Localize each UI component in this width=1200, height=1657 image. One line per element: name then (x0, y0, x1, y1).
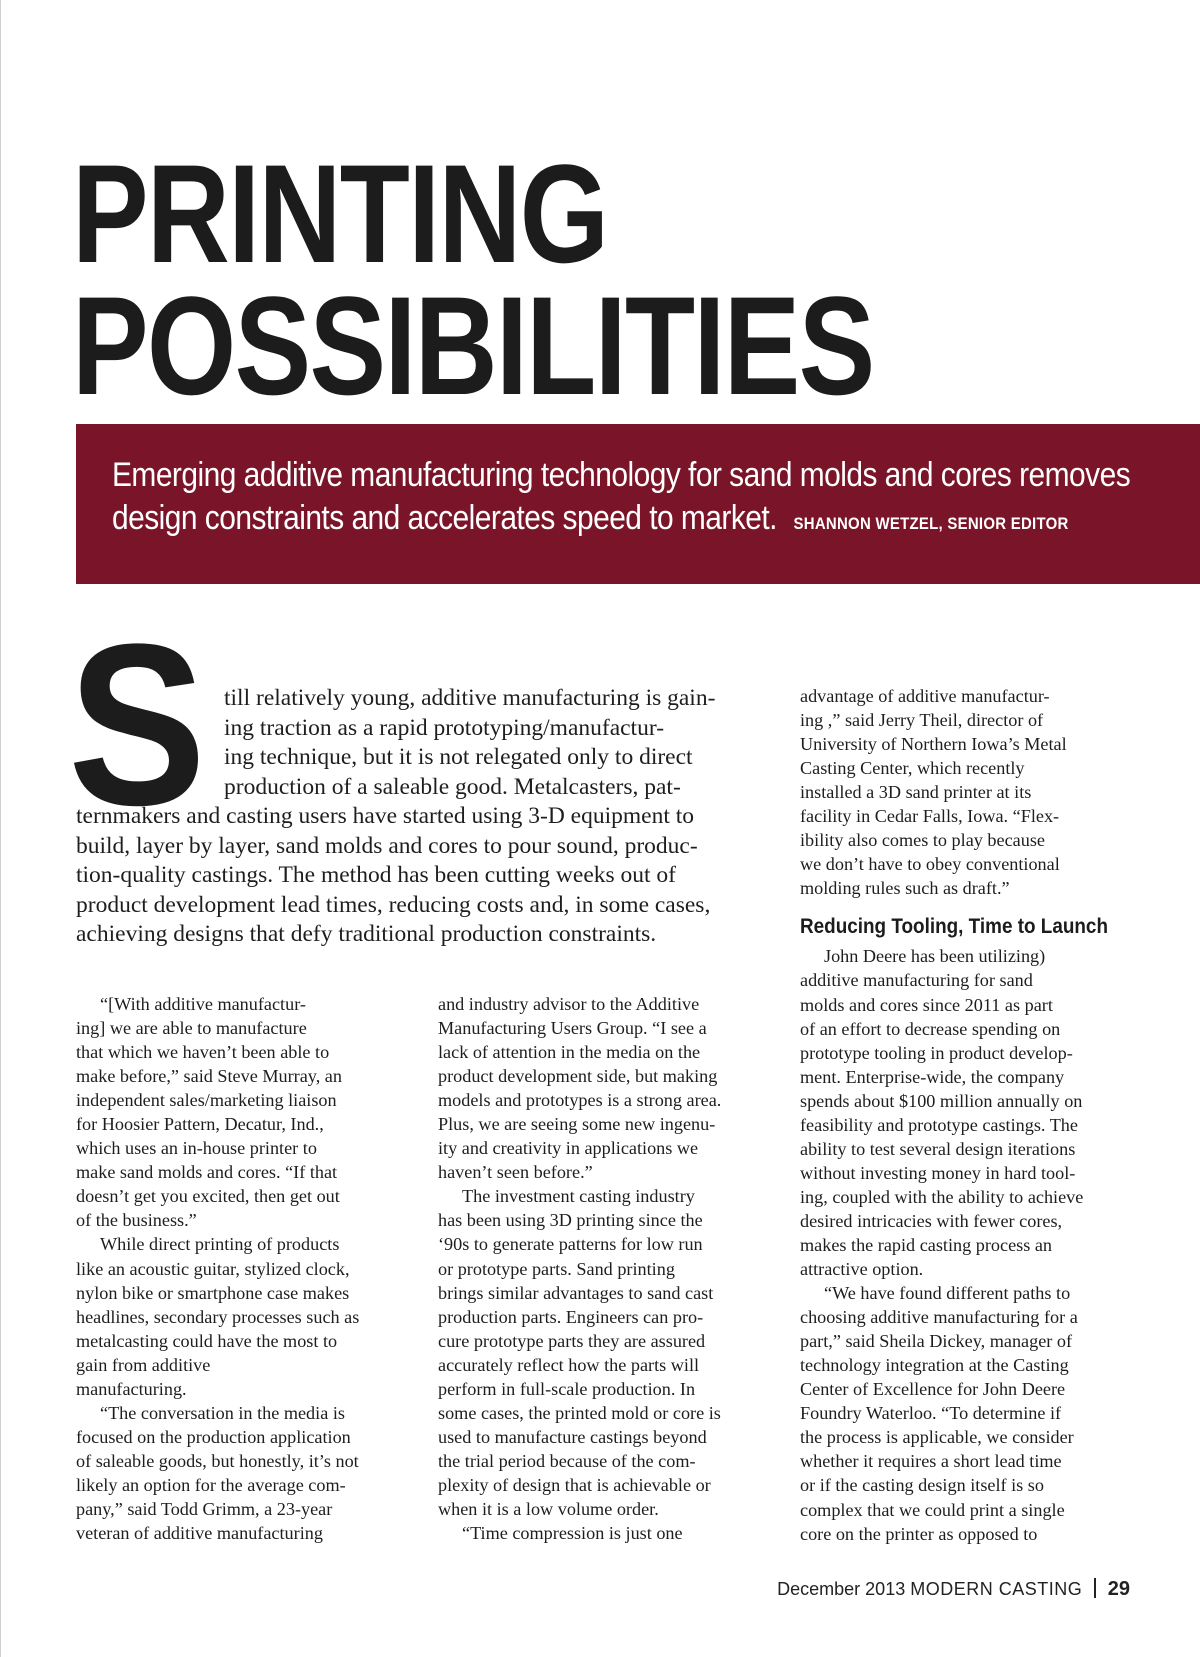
body-line: of an effort to decrease spending on (800, 1018, 1061, 1039)
body-line: Center of Excellence for John Deere (800, 1379, 1066, 1400)
body-line: the process is applicable, we consider (800, 1427, 1074, 1448)
lead-line: production of a saleable good. Metalcasters, pat- (224, 773, 681, 800)
lead-line: product development lead times, reducing costs and, in some cases, (76, 891, 711, 918)
section-subhead: Reducing Tooling, Time to Launch (800, 915, 1108, 939)
lead-line: ing technique, but it is not relegated only to direct (224, 744, 693, 770)
body-line: The investment casting industry (462, 1186, 695, 1207)
page-edge-divider (0, 0, 1, 1657)
body-line: Casting Center, which recently (800, 758, 1025, 779)
body-line: “The conversation in the media is (100, 1402, 345, 1423)
body-line: headlines, secondary processes such as (76, 1306, 360, 1327)
body-line: we don’t have to obey conventional (800, 854, 1060, 875)
body-line: spends about $100 million annually on (800, 1090, 1083, 1111)
body-line: ibility also comes to play because (800, 830, 1045, 851)
body-line: without investing money in hard tool- (800, 1162, 1076, 1183)
body-line: ing] we are able to manufacture (76, 1018, 307, 1039)
body-line: of the business.” (76, 1210, 197, 1231)
body-line: some cases, the printed mold or core is (438, 1402, 721, 1423)
body-line: pany,” said Todd Grimm, a 23-year (76, 1498, 333, 1519)
body-line: make sand molds and cores. “If that (76, 1162, 338, 1183)
body-line: core on the printer as opposed to (800, 1523, 1038, 1544)
body-line: product development side, but making (438, 1066, 718, 1087)
body-line: or if the casting design itself is so (800, 1475, 1044, 1496)
body-line: technology integration at the Casting (800, 1355, 1069, 1376)
body-line: “[With additive manufactur- (100, 994, 306, 1014)
footer-magazine-name: MODERN CASTING (910, 1579, 1083, 1599)
body-line: choosing additive manufacturing for a (800, 1307, 1078, 1328)
body-line: While direct printing of products (100, 1234, 340, 1255)
body-column-1 (76, 992, 406, 1545)
body-line: production parts. Engineers can pro- (438, 1306, 704, 1327)
body-line: ability to test several design iterations (800, 1138, 1076, 1159)
body-line: feasibility and prototype castings. The (800, 1114, 1078, 1135)
body-line: plexity of design that is achievable or (438, 1474, 711, 1495)
body-line: John Deere has been utilizing) (824, 946, 1046, 967)
headline-line-1: PRINTING (72, 135, 608, 292)
body-line: complex that we could print a single (800, 1499, 1065, 1520)
body-line: accurately reflect how the parts will (438, 1354, 700, 1375)
body-line: that which we haven’t been able to (76, 1042, 330, 1063)
body-line: ing, coupled with the ability to achieve (800, 1186, 1084, 1207)
lead-paragraph (76, 684, 756, 950)
body-line: perform in full-scale production. In (438, 1378, 696, 1399)
article-headline (72, 135, 958, 424)
body-line: or prototype parts. Sand printing (438, 1258, 675, 1279)
body-line: ‘90s to generate patterns for low run (438, 1234, 703, 1255)
body-line: Manufacturing Users Group. “I see a (438, 1018, 707, 1039)
body-column-3 (800, 684, 1130, 1546)
body-line: makes the rapid casting process an (800, 1234, 1053, 1255)
page-footer (777, 1578, 1130, 1601)
body-line: “Time compression is just one (462, 1523, 683, 1544)
body-line: facility in Cedar Falls, Iowa. “Flex- (800, 806, 1060, 827)
body-line: University of Northern Iowa’s Metal (800, 734, 1067, 755)
lead-line: tion-quality castings. The method has been cutting weeks out of (76, 862, 676, 888)
body-line: used to manufacture castings beyond (438, 1426, 707, 1447)
body-line: additive manufacturing for sand (800, 970, 1033, 991)
lead-line: ing traction as a rapid prototyping/manufactur- (224, 714, 665, 741)
lead-line: ternmakers and casting users have started using 3-D equipment to (76, 803, 695, 829)
body-line: ment. Enterprise-wide, the company (800, 1066, 1065, 1087)
body-line: gain from additive (76, 1354, 211, 1375)
body-line: make before,” said Steve Murray, an (76, 1066, 342, 1087)
body-line: nylon bike or smartphone case makes (76, 1282, 350, 1303)
body-line: manufacturing. (76, 1378, 187, 1399)
article-deck-banner (76, 424, 1200, 584)
headline-line-2: POSSIBILITIES (72, 267, 874, 424)
lead-line: till relatively young, additive manufacturing is gain- (224, 685, 716, 711)
footer-separator (1094, 1578, 1096, 1598)
body-line: ity and creativity in applications we (438, 1138, 699, 1159)
lead-line: build, layer by layer, sand molds and cores to pour sound, produc- (76, 832, 698, 859)
body-line: like an acoustic guitar, stylized clock, (76, 1258, 350, 1279)
footer-issue-date: December 2013 (777, 1579, 906, 1599)
body-line: focused on the production application (76, 1426, 351, 1447)
body-line: lack of attention in the media on the (438, 1042, 701, 1063)
body-line: metalcasting could have the most to (76, 1330, 338, 1351)
body-line: doesn’t get you excited, then get out (76, 1186, 340, 1207)
body-line: veteran of additive manufacturing (76, 1523, 323, 1544)
body-line: molds and cores since 2011 as part (800, 994, 1053, 1015)
body-line: installed a 3D sand printer at its (800, 782, 1032, 803)
body-line: and industry advisor to the Additive (438, 994, 700, 1014)
deck-text: Emerging additive manufacturing technology for sand molds and cores removes design constraints and accelerates speed to market. (112, 456, 1131, 537)
body-line: prototype tooling in product develop- (800, 1042, 1073, 1063)
body-line: part,” said Sheila Dickey, manager of (800, 1331, 1073, 1352)
body-line: Foundry Waterloo. “To determine if (800, 1403, 1062, 1424)
body-line: Plus, we are seeing some new ingenu- (438, 1114, 716, 1135)
body-line: brings similar advantages to sand cast (438, 1282, 714, 1303)
lead-line: achieving designs that defy traditional production constraints. (76, 921, 657, 947)
body-line: ing ,” said Jerry Theil, director of (800, 710, 1044, 731)
body-line: for Hoosier Pattern, Decatur, Ind., (76, 1114, 324, 1135)
body-line: likely an option for the average com- (76, 1474, 346, 1495)
body-line: cure prototype parts they are assured (438, 1330, 706, 1351)
body-line: desired intricacies with fewer cores, (800, 1210, 1063, 1231)
body-line: when it is a low volume order. (438, 1498, 659, 1519)
body-line: “We have found different paths to (824, 1283, 1071, 1304)
body-line: whether it requires a short lead time (800, 1451, 1062, 1472)
body-line: the trial period because of the com- (438, 1450, 696, 1471)
body-line: advantage of additive manufactur- (800, 686, 1050, 706)
body-line: of saleable goods, but honestly, it’s not (76, 1450, 359, 1471)
byline: SHANNON WETZEL, SENIOR EDITOR (793, 514, 1069, 533)
page-number: 29 (1107, 1578, 1130, 1600)
body-line: attractive option. (800, 1259, 924, 1280)
body-line: models and prototypes is a strong area. (438, 1090, 722, 1111)
drop-cap: S (68, 596, 207, 853)
body-column-2 (438, 992, 768, 1545)
body-line: has been using 3D printing since the (438, 1210, 703, 1231)
body-line: which uses an in-house printer to (76, 1138, 317, 1159)
body-line: haven’t seen before.” (438, 1162, 593, 1183)
body-line: molding rules such as draft.” (800, 878, 1010, 899)
body-line: independent sales/marketing liaison (76, 1090, 337, 1111)
deck-text-block (112, 454, 1150, 545)
